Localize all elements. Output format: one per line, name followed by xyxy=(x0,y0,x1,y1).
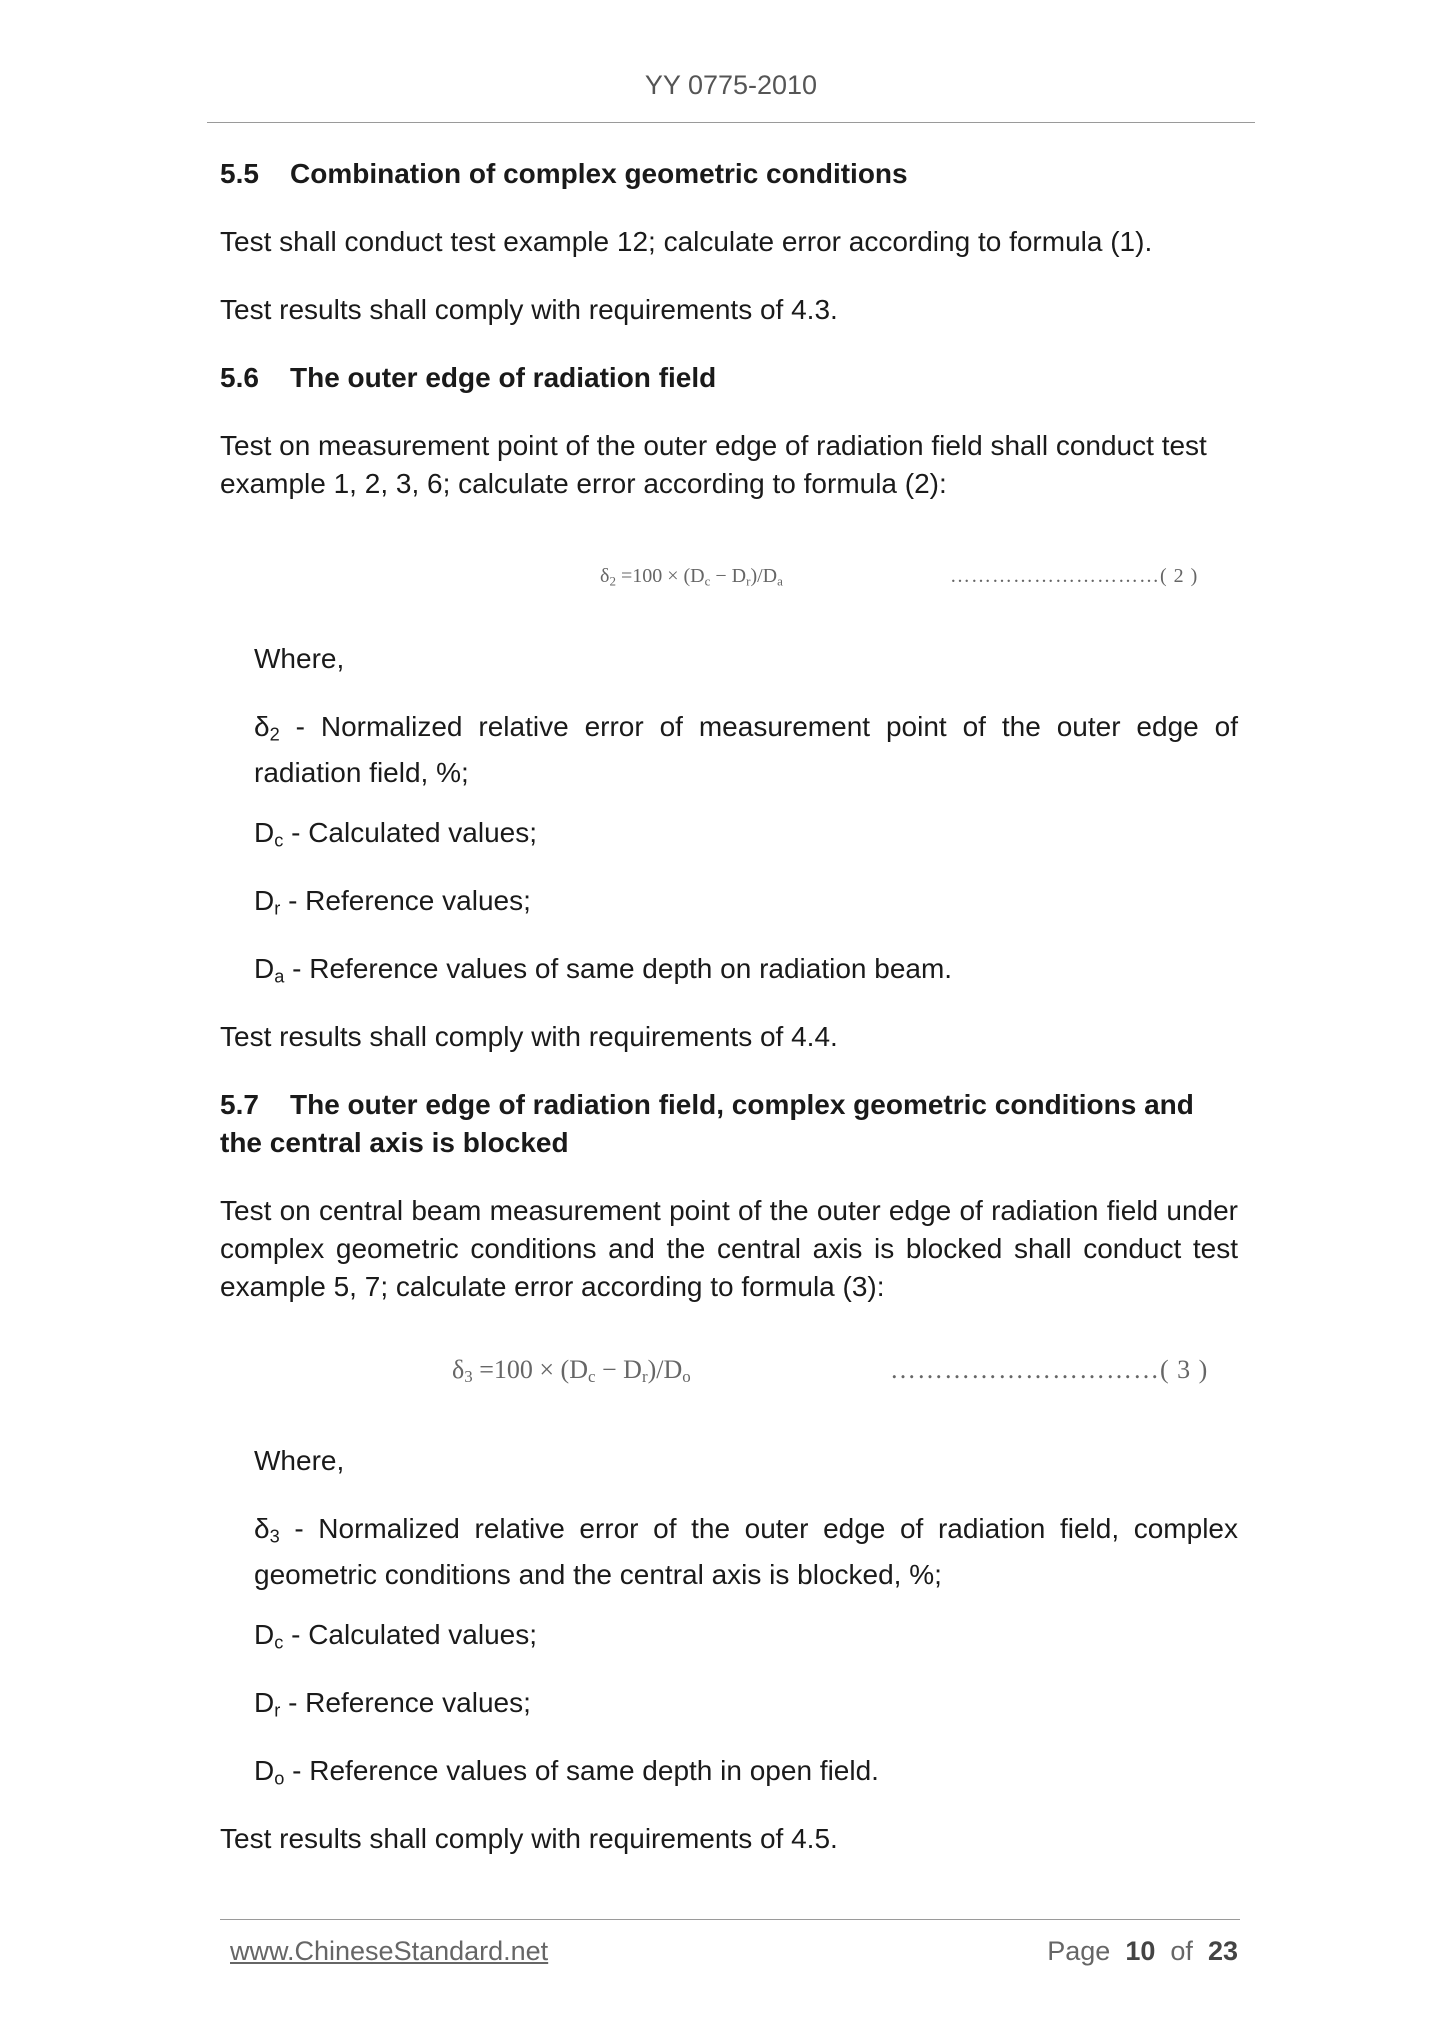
paragraph: Test on measurement point of the outer edge of radiation field shall conduct test example 1, 2, 3, 6; calculate error according to formula (2): xyxy=(220,430,1207,499)
definition-dr: $D_r$ - Reference values; xyxy=(254,1687,531,1721)
where-label: Where, xyxy=(254,643,345,674)
section-5-7-heading xyxy=(220,1086,1238,1162)
paragraph: Test shall conduct test example 12; calculate error according to formula (1). xyxy=(220,226,1153,257)
website-link[interactable]: www.ChineseStandard.net xyxy=(230,1936,549,1966)
formula-number: …………………………( 2 ) xyxy=(950,565,1199,587)
current-page: 10 xyxy=(1125,1936,1156,1966)
formula-2: $\delta_2 =100 \times (D_c - D_r)/D_a$ xyxy=(600,565,783,589)
section-number: 5.7 xyxy=(220,1089,259,1120)
section-title: Combination of complex geometric conditions xyxy=(290,158,908,189)
definition-dr: $D_r$ - Reference values; xyxy=(254,885,531,919)
document-id-header: YY 0775-2010 xyxy=(644,70,818,100)
section-5-6-heading xyxy=(220,359,1238,397)
section-title: The outer edge of radiation field xyxy=(290,362,717,393)
formula-number: …………………………( 3 ) xyxy=(890,1355,1209,1384)
definition-delta3: $\delta_3$ - Normalized relative error of the outer edge of radiation field, complex geometric conditions and the central axis is blocked, %; xyxy=(254,1513,1238,1590)
definition-delta2: $\delta_2$ - Normalized relative error of measurement point of the outer edge of radiation field, %; xyxy=(254,711,1238,788)
definition-dc: $D_c$ - Calculated values; xyxy=(254,817,538,851)
paragraph: Test on central beam measurement point of the outer edge of radiation field under complex geometric conditions and the central axis is blocked shall conduct test example 5, 7; calculate error according to formula (3): xyxy=(220,1195,1238,1302)
definition-do: $D_o$ - Reference values of same depth in open field. xyxy=(254,1755,879,1789)
header-divider xyxy=(207,122,1255,123)
formula-3: $\delta_3 =100 \times (D_c - D_r)/D_o$ xyxy=(452,1355,691,1387)
section-title: The outer edge of radiation field, complex geometric conditions and the central axis is blocked xyxy=(220,1089,1194,1158)
definition-da: $D_a$ - Reference values of same depth on radiation beam. xyxy=(254,953,953,987)
section-5-5-heading xyxy=(220,155,1238,193)
footer-divider xyxy=(220,1919,1240,1920)
page-indicator: Page 10 of 23 xyxy=(1047,1936,1238,1966)
definition-dc: $D_c$ - Calculated values; xyxy=(254,1619,538,1653)
section-number: 5.6 xyxy=(220,362,259,393)
where-label: Where, xyxy=(254,1445,345,1476)
paragraph: Test results shall comply with requirements of 4.5. xyxy=(220,1823,838,1854)
section-number: 5.5 xyxy=(220,158,259,189)
paragraph: Test results shall comply with requirements of 4.4. xyxy=(220,1021,838,1052)
total-pages: 23 xyxy=(1207,1936,1238,1966)
paragraph: Test results shall comply with requirements of 4.3. xyxy=(220,294,838,325)
